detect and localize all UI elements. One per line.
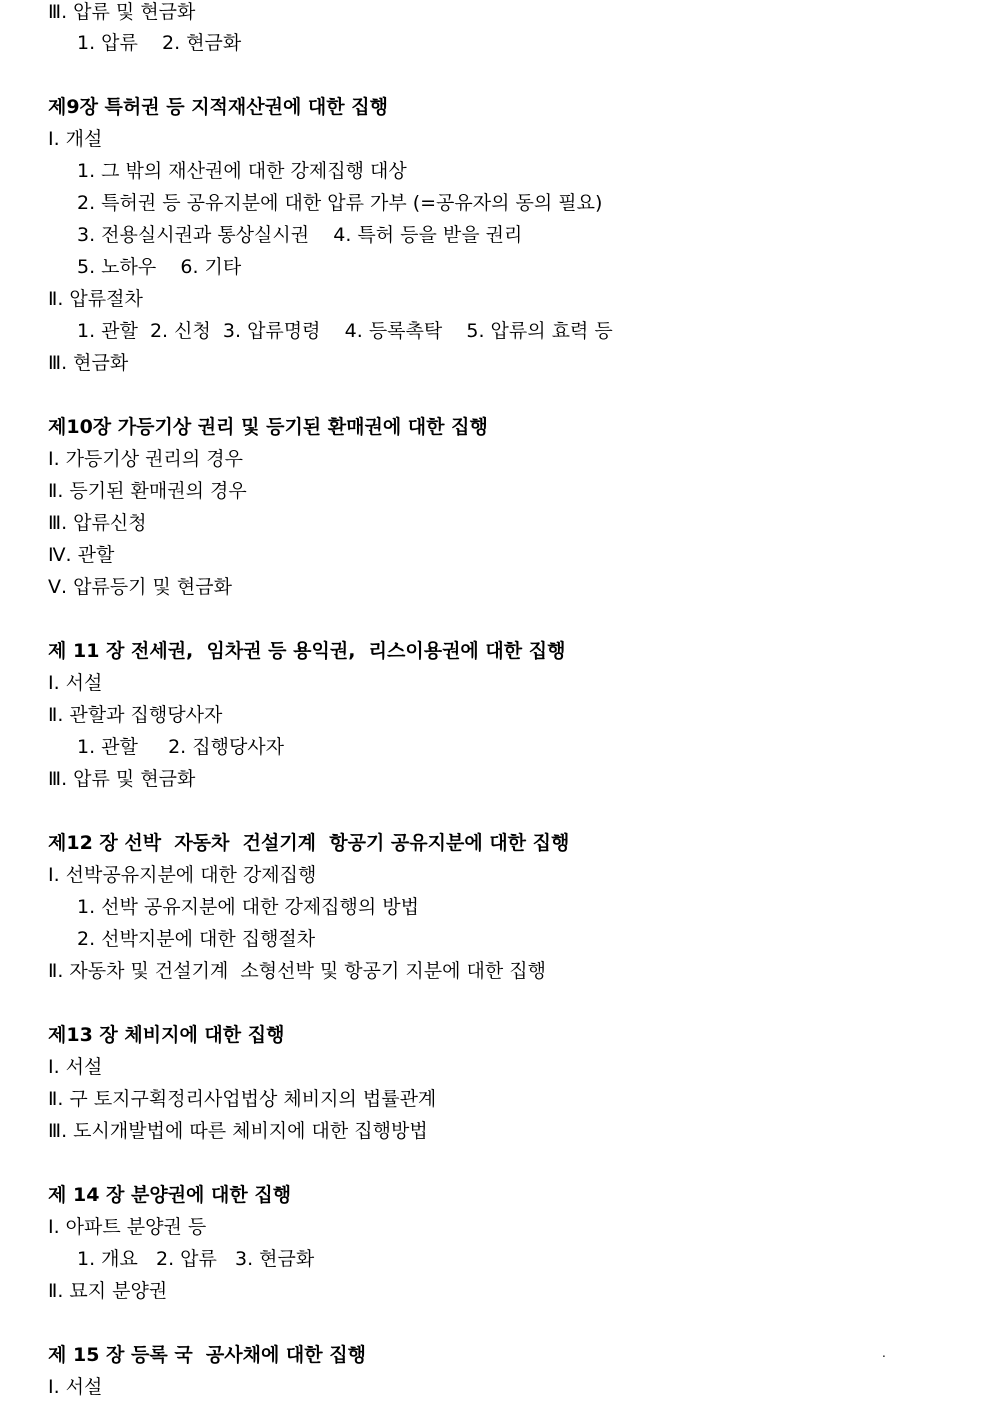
chapter-heading-14: 제 14 장 분양권에 대한 집행 — [48, 1184, 292, 1206]
chapter-heading-11: 제 11 장 전세권, 임차권 등 용익권, 리스이용권에 대한 집행 — [48, 640, 566, 662]
section-heading: Ⅱ. 구 토지구획정리사업법상 체비지의 법률관계 — [48, 1088, 437, 1110]
list-item: 1. 관할 2. 집행당사자 — [77, 736, 285, 758]
section-heading: Ⅰ. 서설 — [48, 672, 103, 694]
section-heading: Ⅰ. 서설 — [48, 1376, 103, 1398]
chapter-heading-15: 제 15 장 등록 국 공사채에 대한 집행 — [48, 1344, 366, 1366]
section-heading: Ⅰ. 서설 — [48, 1056, 103, 1078]
section-heading: Ⅱ. 등기된 환매권의 경우 — [48, 480, 247, 502]
list-item: 3. 전용실시권과 통상실시권 4. 특허 등을 받을 권리 — [77, 224, 523, 246]
section-heading: Ⅲ. 압류신청 — [48, 512, 147, 534]
section-heading: Ⅰ. 개설 — [48, 128, 103, 150]
section-heading: Ⅳ. 관할 — [48, 544, 115, 566]
chapter-heading-12: 제12 장 선박 자동차 건설기계 항공기 공유지분에 대한 집행 — [48, 832, 570, 854]
section-heading: Ⅲ. 현금화 — [48, 352, 129, 374]
section-heading: Ⅱ. 관할과 집행당사자 — [48, 704, 223, 726]
section-heading: Ⅱ. 묘지 분양권 — [48, 1280, 168, 1302]
list-item: 1. 선박 공유지분에 대한 강제집행의 방법 — [77, 896, 419, 918]
chapter-heading-9: 제9장 특허권 등 지적재산권에 대한 집행 — [48, 96, 388, 118]
list-item: 2. 선박지분에 대한 집행절차 — [77, 928, 316, 950]
section-heading: Ⅰ. 아파트 분양권 등 — [48, 1216, 207, 1238]
list-item: 1. 개요 2. 압류 3. 현금화 — [77, 1248, 315, 1270]
section-heading: Ⅴ. 압류등기 및 현금화 — [48, 576, 232, 598]
section-heading: Ⅰ. 선박공유지분에 대한 강제집행 — [48, 864, 317, 886]
stray-dot-mark: . — [882, 1346, 886, 1360]
section-heading: Ⅲ. 압류 및 현금화 — [48, 768, 196, 790]
chapter-heading-10: 제10장 가등기상 권리 및 등기된 환매권에 대한 집행 — [48, 416, 488, 438]
section-heading: Ⅲ. 압류 및 현금화 — [48, 1, 196, 23]
list-item: 5. 노하우 6. 기타 — [77, 256, 242, 278]
chapter-heading-13: 제13 장 체비지에 대한 집행 — [48, 1024, 285, 1046]
section-heading: Ⅱ. 자동차 및 건설기계 소형선박 및 항공기 지분에 대한 집행 — [48, 960, 546, 982]
list-item: 1. 관할 2. 신청 3. 압류명령 4. 등록촉탁 5. 압류의 효력 등 — [77, 320, 613, 342]
section-heading: Ⅰ. 가등기상 권리의 경우 — [48, 448, 243, 470]
section-heading: Ⅲ. 도시개발법에 따른 체비지에 대한 집행방법 — [48, 1120, 428, 1142]
list-item: 1. 압류 2. 현금화 — [77, 32, 242, 54]
list-item: 2. 특허권 등 공유지분에 대한 압류 가부 (=공유자의 동의 필요) — [77, 192, 603, 214]
section-heading: Ⅱ. 압류절차 — [48, 288, 143, 310]
list-item: 1. 그 밖의 재산권에 대한 강제집행 대상 — [77, 160, 407, 182]
